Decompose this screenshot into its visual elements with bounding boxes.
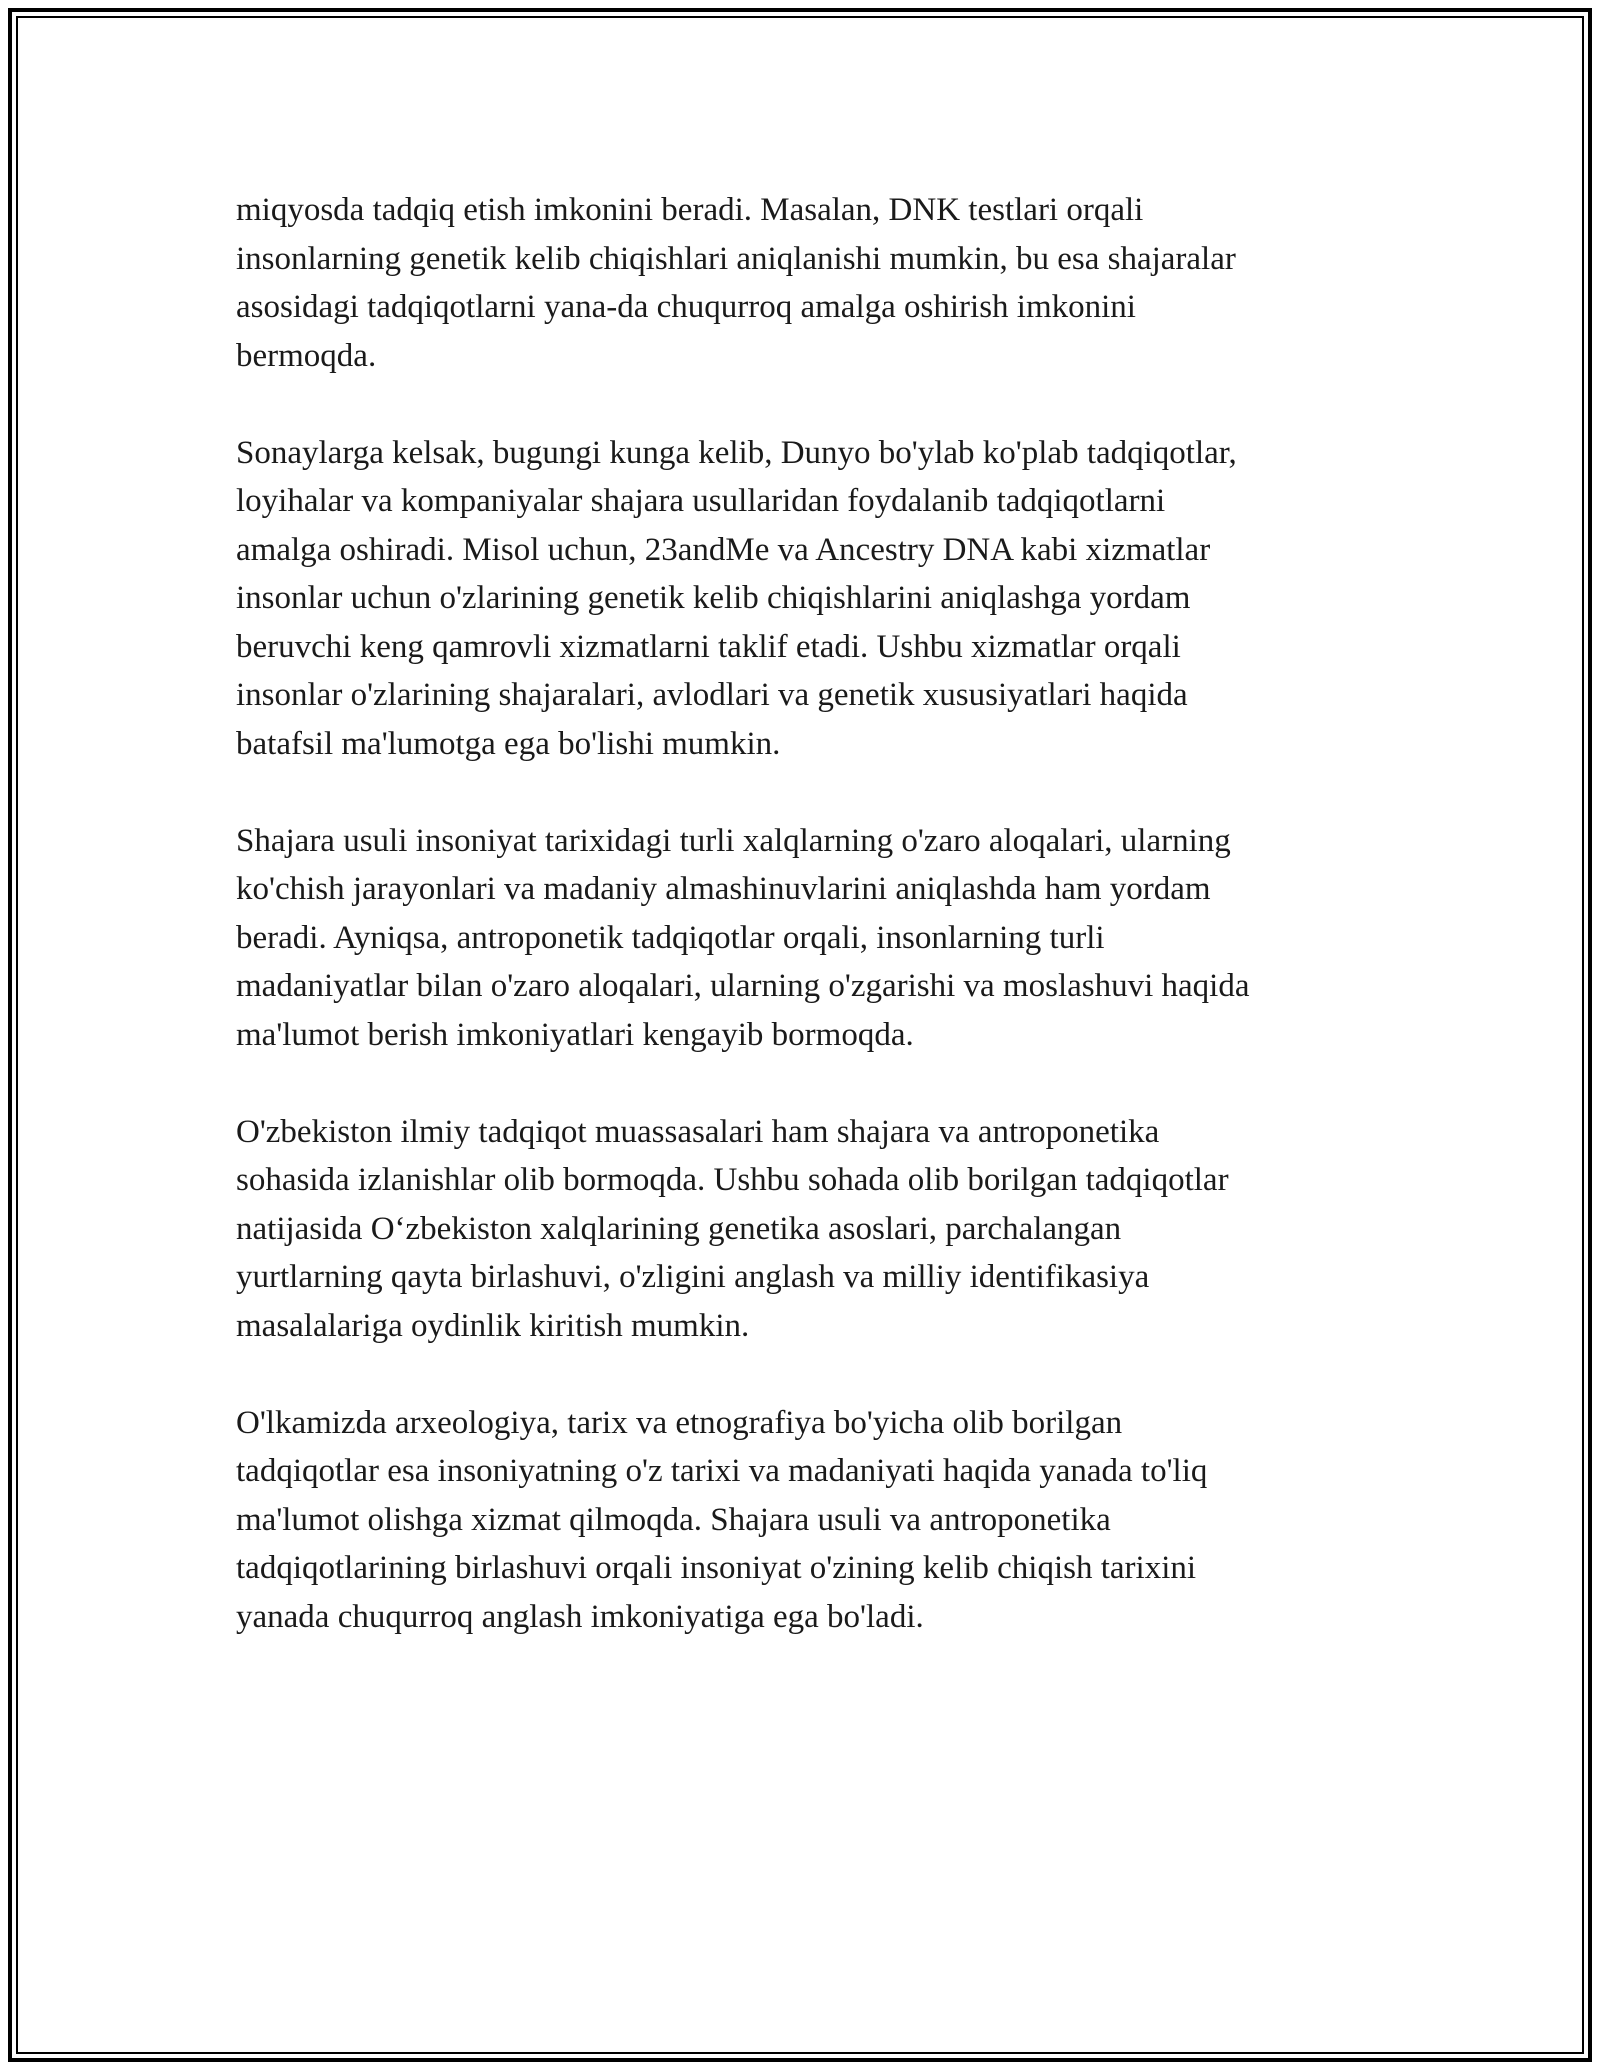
text-line: masalalariga oydinlik kiritish mumkin. <box>236 1307 750 1344</box>
text-line: ma'lumot olishga xizmat qilmoqda. Shajara usuli va antroponetika <box>236 1501 1111 1538</box>
text-line: asosidagi tadqiqotlarni yana-da chuqurroq amalga oshirish imkonini <box>236 289 1136 325</box>
text-line: ko'chish jarayonlari va madaniy almashinuvlarini aniqlashda ham yordam <box>236 871 1211 907</box>
text-line: O'lkamizda arxeologiya, tarix va etnografiya bo'yicha olib borilgan <box>236 1404 1123 1441</box>
text-line: tadqiqotlarining birlashuvi orqali insoniyat o'zining kelib chiqish tarixini <box>236 1550 1197 1586</box>
text-line: insonlarning genetik kelib chiqishlari aniqlanishi mumkin, bu esa shajaralar <box>236 240 1236 277</box>
text-line: ma'lumot berish imkoniyatlari kengayib bormoqda. <box>236 1016 914 1053</box>
paragraph-peoples-relations <box>236 817 1386 1060</box>
text-line: insonlar uchun o'zlarining genetik kelib chiqishlarini aniqlashga yordam <box>236 580 1191 616</box>
text-line: loyihalar va kompaniyalar shajara usullaridan foydalanib tadqiqotlarni <box>236 483 1166 519</box>
text-line: Sonaylarga kelsak, bugungi kunga kelib, Dunyo bo'ylab ko'plab tadqiqotlar, <box>236 434 1237 471</box>
paragraph-uzbekistan-research <box>236 1108 1386 1351</box>
text-line: yanada chuqurroq anglash imkoniyatiga ega bo'ladi. <box>236 1598 924 1635</box>
text-line: natijasida O‘zbekiston xalqlarining genetika asoslari, parchalangan <box>236 1210 1122 1247</box>
document-body <box>236 186 1386 1641</box>
text-line: amalga oshiradi. Misol uchun, 23andMe va Ancestry DNA kabi xizmatlar <box>236 531 1211 568</box>
text-line: miqyosda tadqiq etish imkonini beradi. Masalan, DNK testlari orqali <box>236 192 1144 228</box>
paragraph-industry-services <box>236 429 1386 769</box>
text-line: O'zbekiston ilmiy tadqiqot muassasalari ham shajara va antroponetika <box>236 1113 1160 1150</box>
text-line: tadqiqotlar esa insoniyatning o'z tarixi va madaniyati haqida yanada to'liq <box>236 1453 1208 1489</box>
text-line: sohasida izlanishlar olib bormoqda. Ushbu sohada olib borilgan tadqiqotlar <box>236 1162 1229 1198</box>
text-line: madaniyatlar bilan o'zaro aloqalari, ularning o'zgarishi va moslashuvi haqida <box>236 968 1250 1004</box>
paragraph-archaeology-history <box>236 1399 1386 1642</box>
text-line: beradi. Ayniqsa, antroponetik tadqiqotlar orqali, insonlarning turli <box>236 919 1105 956</box>
text-line: yurtlarning qayta birlashuvi, o'zligini anglash va milliy identifikasiya <box>236 1259 1150 1295</box>
text-line: insonlar o'zlarining shajaralari, avlodlari va genetik xususiyatlari haqida <box>236 677 1188 713</box>
text-line: Shajara usuli insoniyat tarixidagi turli xalqlarning o'zaro aloqalari, ularning <box>236 822 1231 859</box>
text-line: beruvchi keng qamrovli xizmatlarni taklif etadi. Ushbu xizmatlar orqali <box>236 628 1181 665</box>
text-line: batafsil ma'lumotga ega bo'lishi mumkin. <box>236 725 781 762</box>
text-line: bermoqda. <box>236 337 377 374</box>
paragraph-dna-testing <box>236 186 1386 380</box>
